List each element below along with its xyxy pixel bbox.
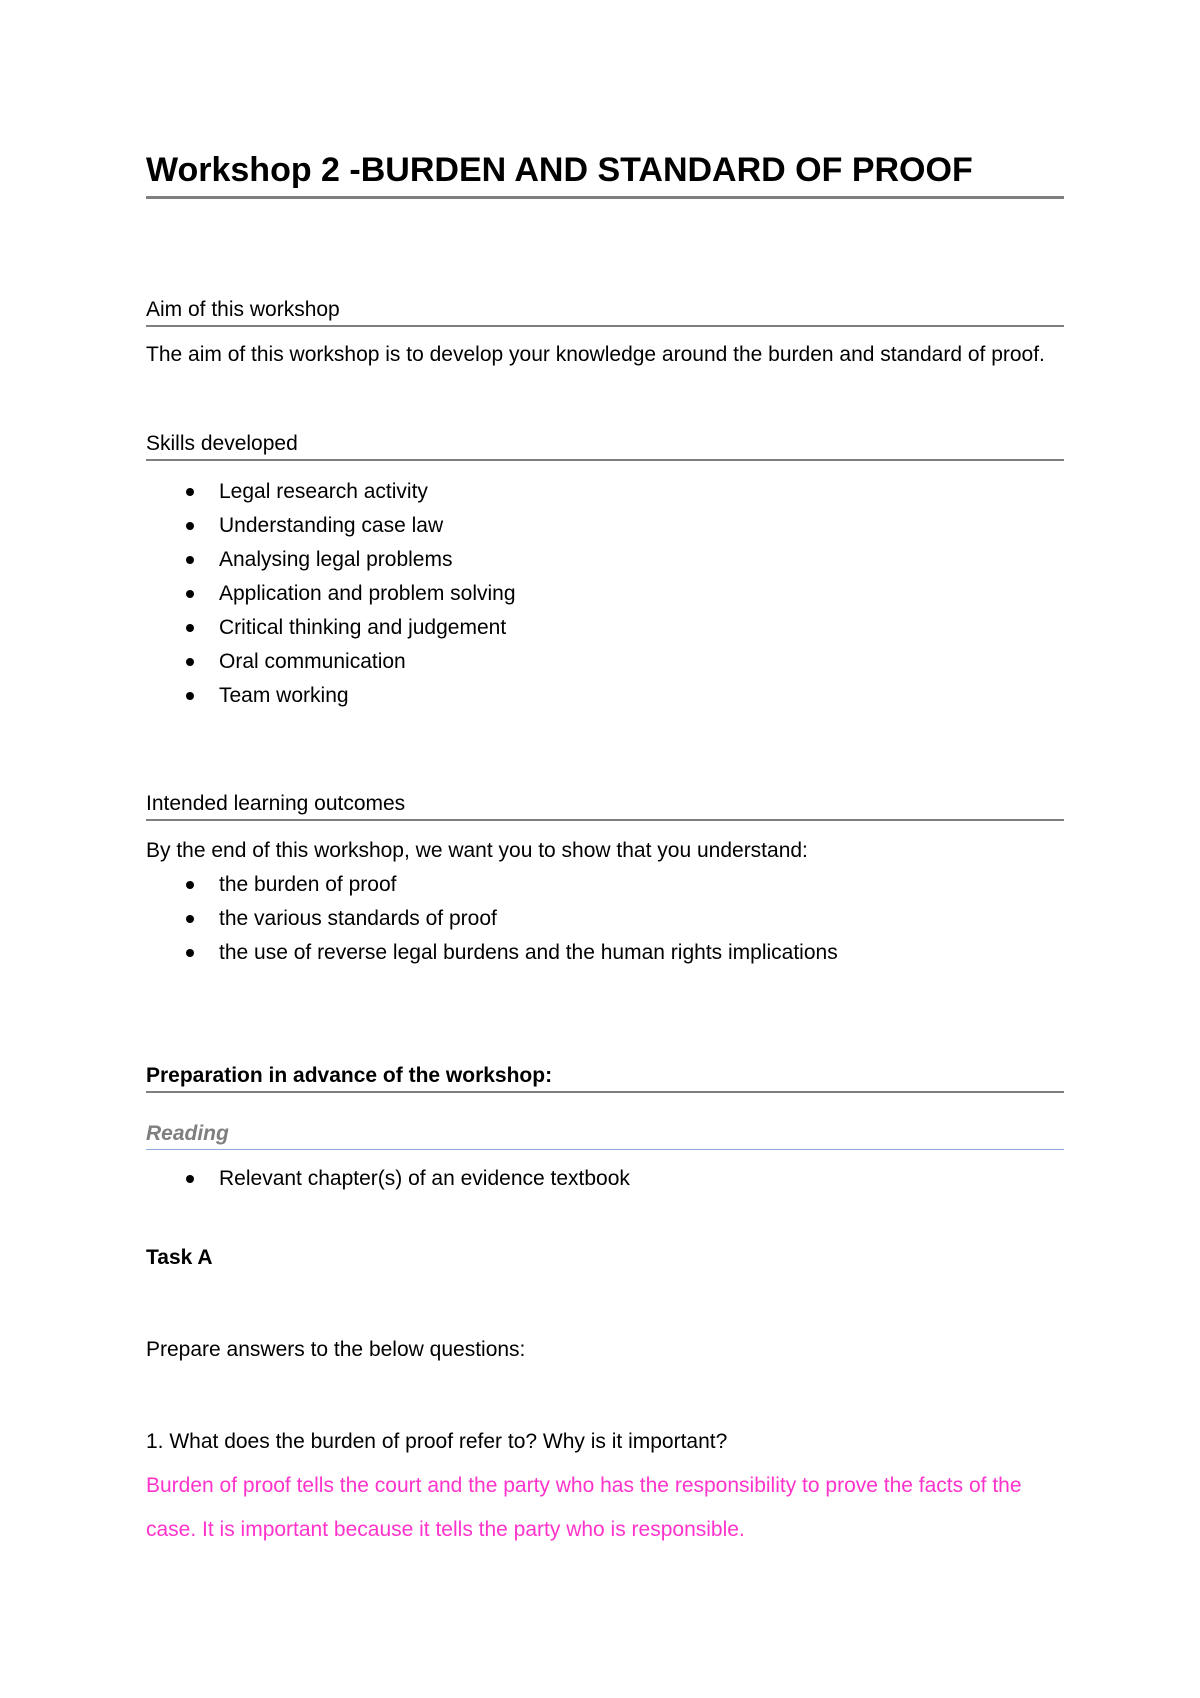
outcomes-intro: By the end of this workshop, we want you to show that you understand:: [146, 839, 808, 862]
outcomes-rule: [146, 819, 1064, 821]
reading-list: [146, 1162, 1064, 1196]
reading-heading: Reading: [146, 1122, 229, 1145]
page-title: Workshop 2 -BURDEN AND STANDARD OF PROOF: [146, 151, 973, 189]
list-item: the burden of proof: [146, 868, 1064, 902]
answer-1: Burden of proof tells the court and the party who has the responsibility to prove the facts of the case. It is important because it tells the party who is responsible.: [146, 1474, 1022, 1541]
preparation-rule: [146, 1091, 1064, 1093]
reading-rule: [146, 1149, 1064, 1150]
task-intro: Prepare answers to the below questions:: [146, 1338, 526, 1361]
list-item: Team working: [146, 679, 1064, 713]
list-item: Understanding case law: [146, 509, 1064, 543]
list-item: Application and problem solving: [146, 577, 1064, 611]
skills-rule: [146, 459, 1064, 461]
skills-heading: Skills developed: [146, 432, 298, 455]
list-item: Oral communication: [146, 645, 1064, 679]
aim-rule: [146, 325, 1064, 327]
list-item: Critical thinking and judgement: [146, 611, 1064, 645]
question-1: 1. What does the burden of proof refer to? Why is it important?: [146, 1430, 728, 1453]
list-item: the various standards of proof: [146, 902, 1064, 936]
aim-heading: Aim of this workshop: [146, 298, 340, 321]
outcomes-heading: Intended learning outcomes: [146, 792, 406, 815]
task-heading: Task A: [146, 1246, 213, 1269]
list-item: Analysing legal problems: [146, 543, 1064, 577]
list-item: the use of reverse legal burdens and the human rights implications: [146, 936, 1064, 970]
aim-text: The aim of this workshop is to develop your knowledge around the burden and standard of proof.: [146, 343, 1045, 366]
list-item: Relevant chapter(s) of an evidence textbook: [146, 1162, 1064, 1196]
title-rule: [146, 196, 1064, 199]
outcomes-list: [146, 868, 1064, 970]
preparation-heading: Preparation in advance of the workshop:: [146, 1064, 553, 1087]
list-item: Legal research activity: [146, 475, 1064, 509]
skills-list: [146, 475, 1064, 713]
